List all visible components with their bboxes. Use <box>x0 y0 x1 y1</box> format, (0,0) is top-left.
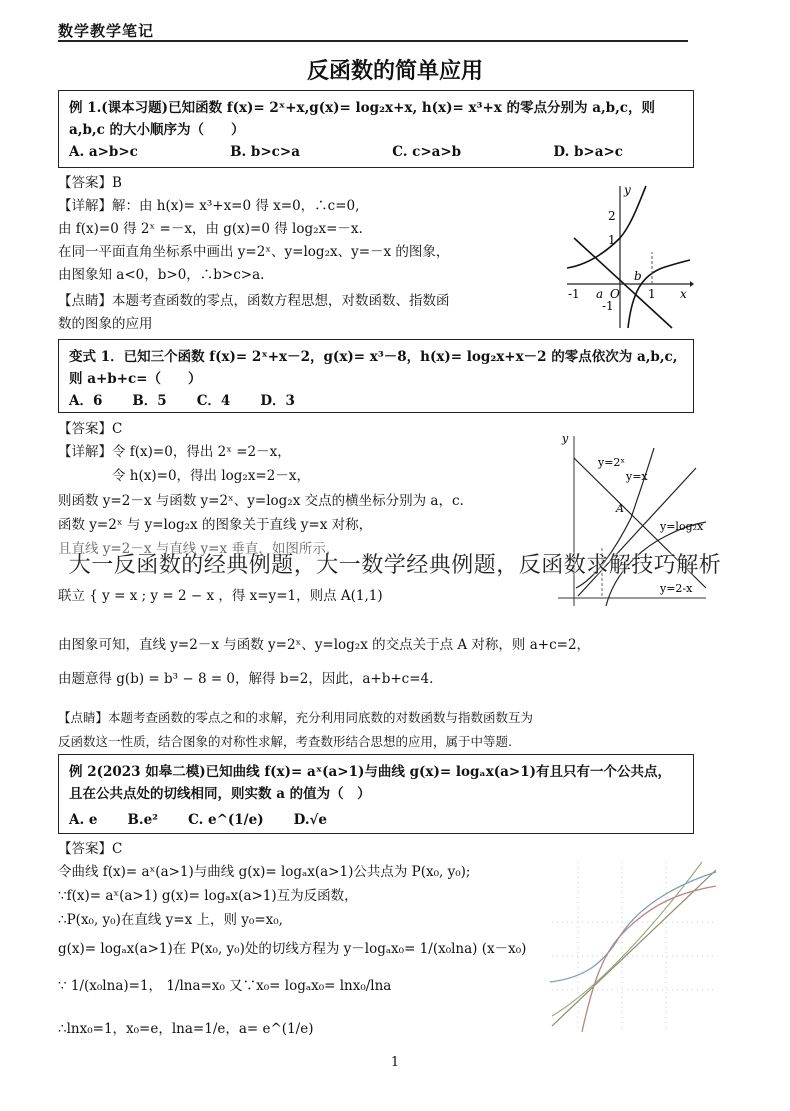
label-yx: y=x <box>626 470 648 483</box>
variant1-detail-4: 函数 y=2ˣ 与 y=log₂x 的图象关于直线 y=x 对称， <box>58 517 373 533</box>
label-2x: y=2ˣ <box>598 456 626 469</box>
option-d: D. b>a>c <box>553 144 623 160</box>
x-tick: 1 <box>648 287 656 301</box>
y-tick: 1 <box>608 233 616 247</box>
variant1-detail-6: 联立 { y = x ; y = 2 − x ，得 x=y=1，则点 A(1,1) <box>58 588 383 604</box>
example2-question-line2: 且在公共点处的切线相同，则实数 a 的值为（ ） <box>69 786 371 802</box>
x-tick: O <box>610 287 620 301</box>
option-b: B. b>c>a <box>230 144 300 160</box>
label-2-x: y=2-x <box>660 582 693 595</box>
example1-detail-1: 【详解】解：由 h(x)= x³+x=0 得 x=0，∴c=0, <box>58 198 360 214</box>
page-number: 1 <box>390 1055 400 1070</box>
example2-graph <box>542 856 720 1036</box>
option-d: D.√e <box>293 812 327 828</box>
y-tick: 2 <box>608 209 616 223</box>
variant1-question-box <box>58 339 694 413</box>
example2-question-line1: 例 2(2023 如皋二模)已知曲线 f(x)= aˣ(a>1)与曲线 g(x)= logₐx(a>1)有且只有一个公共点， <box>69 764 671 780</box>
example2-detail-3: ∴P(x₀, y₀)在直线 y=x 上，则 y₀=x₀, <box>58 912 283 928</box>
example1-question-box <box>58 90 694 168</box>
option-a: A. e <box>69 812 98 828</box>
example1-question-line2: a,b,c 的大小顺序为（ ） <box>69 122 245 138</box>
variant1-options <box>69 390 683 412</box>
example2-options <box>69 809 683 831</box>
label-A: A <box>616 502 624 515</box>
example1-graph <box>562 180 694 330</box>
variant1-question-line1: 变式 1．已知三个函数 f(x)= 2ˣ+x－2，g(x)= x³－8，h(x)= log₂x+x－2 的零点依次为 a,b,c, <box>69 349 678 365</box>
x-tick: -1 <box>568 287 580 301</box>
example1-options <box>69 141 683 163</box>
series-header: 数学教学笔记 <box>58 22 155 40</box>
y-axis-label: y <box>624 183 631 197</box>
variant1-comment-1: 【点睛】本题考查函数的零点之和的求解，充分利用同底数的对数函数与指数函数互为 <box>58 710 534 725</box>
y-tick: -1 <box>602 299 614 313</box>
variant1-question-line2: 则 a+b+c=（ ） <box>69 371 202 387</box>
overlay-caption: 大一反函数的经典例题，大一数学经典例题，反函数求解技巧解析 <box>68 553 722 578</box>
example1-detail-4: 由图象知 a<0，b>0，∴b>c>a. <box>58 267 265 283</box>
option-a: A．6 <box>69 393 103 409</box>
option-c: C. c>a>b <box>392 144 462 160</box>
x-tick: a <box>596 287 604 301</box>
example1-comment-2: 数的图象的应用 <box>58 316 153 332</box>
curve-2x <box>567 186 646 268</box>
page-title: 反函数的简单应用 <box>306 58 483 84</box>
example2-detail-4: g(x)= logₐx(a>1)在 P(x₀, y₀)处的切线方程为 y－logₐx₀= 1/(x₀lna) (x－x₀) <box>58 941 527 957</box>
x-axis-label: x <box>680 287 687 301</box>
example2-answer: 【答案】C <box>58 841 123 857</box>
header-rule <box>58 40 688 42</box>
variant1-comment-2: 反函数这一性质，结合图象的对称性求解，考查数形结合思想的应用，属于中等题. <box>58 734 512 749</box>
option-d: D．3 <box>260 393 295 409</box>
example1-answer: 【答案】B <box>58 175 122 191</box>
variant1-detail-7: 由图象可知，直线 y=2－x 与函数 y=2ˣ、y=log₂x 的交点关于点 A 对称，则 a+c=2， <box>58 637 591 653</box>
option-c: C．4 <box>196 393 231 409</box>
line-y-x <box>552 870 716 1026</box>
example1-detail-3: 在同一平面直角坐标系中画出 y=2ˣ、y=log₂x、y=－x 的图象， <box>58 244 450 260</box>
example2-detail-2: ∵f(x)= aˣ(a>1) g(x)= logₐx(a>1)互为反函数， <box>58 888 358 904</box>
line-neg-x <box>574 238 672 328</box>
option-b: B．5 <box>132 393 167 409</box>
curve-ax <box>550 872 716 982</box>
option-c: C. e^(1/e) <box>188 812 264 828</box>
example1-question-line1: 例 1.(课本习题)已知函数 f(x)= 2ˣ+x,g(x)= log₂x+x, h(x)= x³+x 的零点分别为 a,b,c，则 <box>69 100 656 116</box>
option-a: A. a>b>c <box>69 144 138 160</box>
variant1-graph <box>556 428 716 608</box>
tangent-line <box>552 862 702 1016</box>
variant1-detail-3: 则函数 y=2－x 与函数 y=2ˣ、y=log₂x 交点的横坐标分别为 a，c. <box>58 493 464 509</box>
option-b: B.e² <box>127 812 159 828</box>
example2-detail-1: 令曲线 f(x)= aˣ(a>1)与曲线 g(x)= logₐx(a>1)公共点为 P(x₀, y₀); <box>58 864 471 880</box>
example1-detail-2: 由 f(x)=0 得 2ˣ =－x，由 g(x)=0 得 log₂x=－x. <box>58 221 363 237</box>
example2-question-box <box>58 754 694 834</box>
variant1-answer: 【答案】C <box>58 421 123 437</box>
example2-detail-6: ∴lnx₀=1，x₀=e，lna=1/e，a= e^(1/e) <box>58 1021 314 1037</box>
variant1-detail-1: 【详解】令 f(x)=0，得出 2ˣ =2－x， <box>58 444 291 460</box>
variant1-detail-8: 由题意得 g(b) = b³ − 8 = 0，解得 b=2，因此，a+b+c=4. <box>58 671 434 687</box>
y-axis-label: y <box>562 432 569 445</box>
example2-detail-5: ∵ 1/(x₀lna)=1， 1/lna=x₀ 又∵x₀= logₐx₀= lnx₀/lna <box>58 978 392 994</box>
example1-comment-1: 【点睛】本题考查函数的零点，函数方程思想，对数函数、指数函 <box>58 293 450 309</box>
variant1-detail-5: 且直线 y=2－x 与直线 y=x 垂直，如图所示， <box>58 541 340 557</box>
x-tick: b <box>634 269 642 283</box>
variant1-detail-2: 令 h(x)=0，得出 log₂x=2－x， <box>58 468 310 484</box>
label-log2x: y=log₂x <box>660 520 704 533</box>
